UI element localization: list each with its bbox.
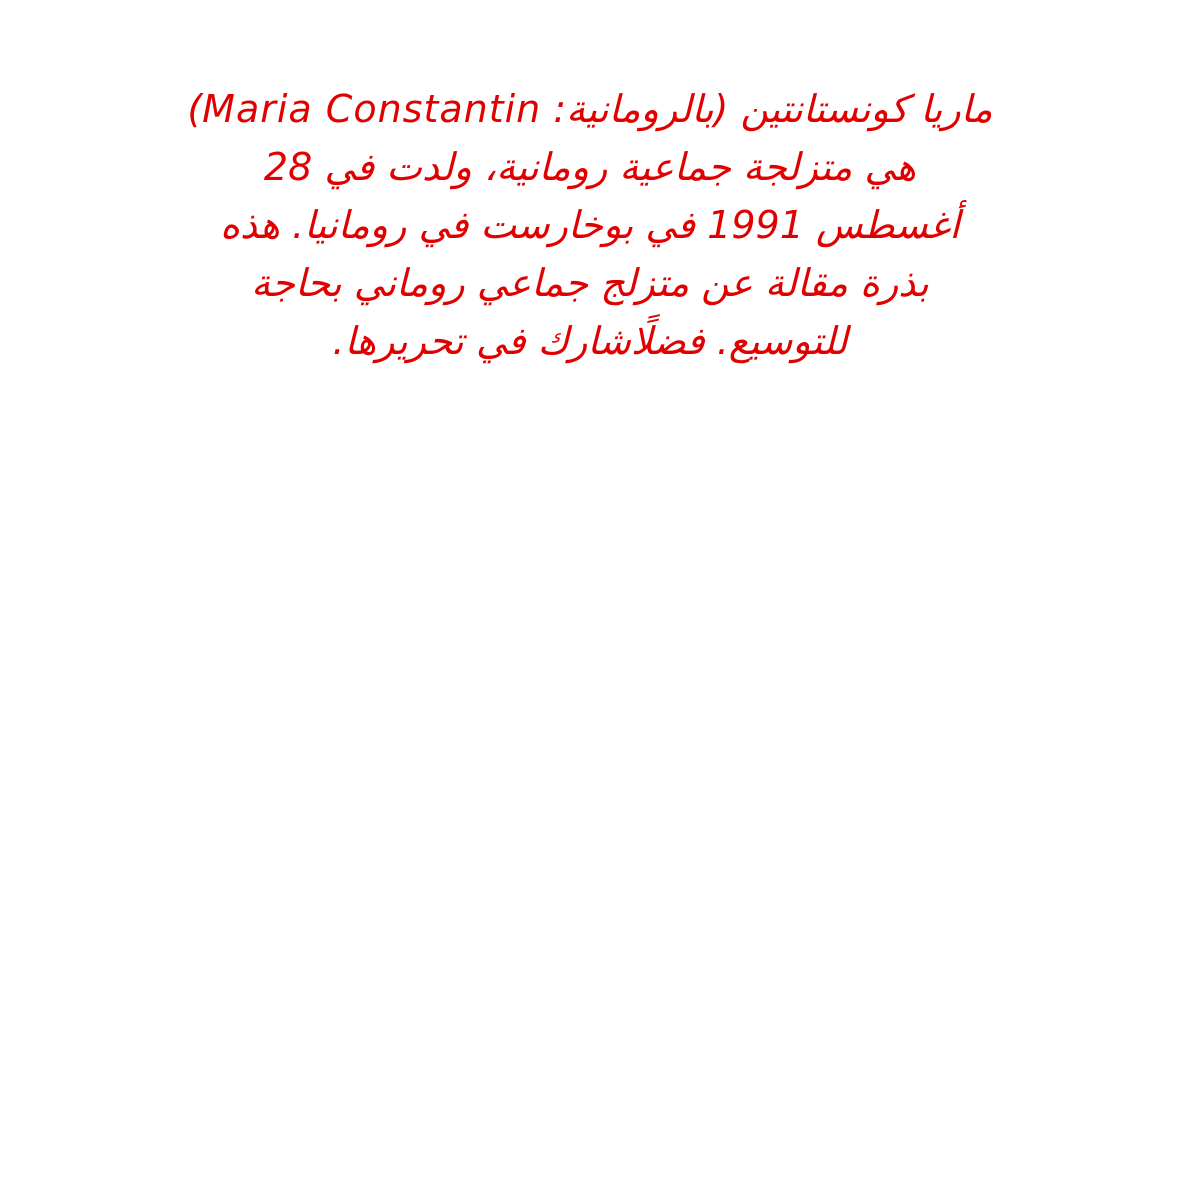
article-line-4: بذرة مقالة عن متزلج جماعي روماني بحاجة <box>251 261 929 305</box>
article-line-2: هي متزلجة جماعية رومانية، ولدت في 28 <box>263 145 917 189</box>
article-line-3: أغسطس 1991 في بوخارست في رومانيا. هذه <box>220 203 960 247</box>
article-paragraph <box>90 80 1090 370</box>
article-line-5: للتوسيع. فضلًاشارك في تحريرها. <box>332 319 848 363</box>
article-line-1: ماريا كونستانتين (بالرومانية: Maria Constantin) <box>187 87 993 131</box>
